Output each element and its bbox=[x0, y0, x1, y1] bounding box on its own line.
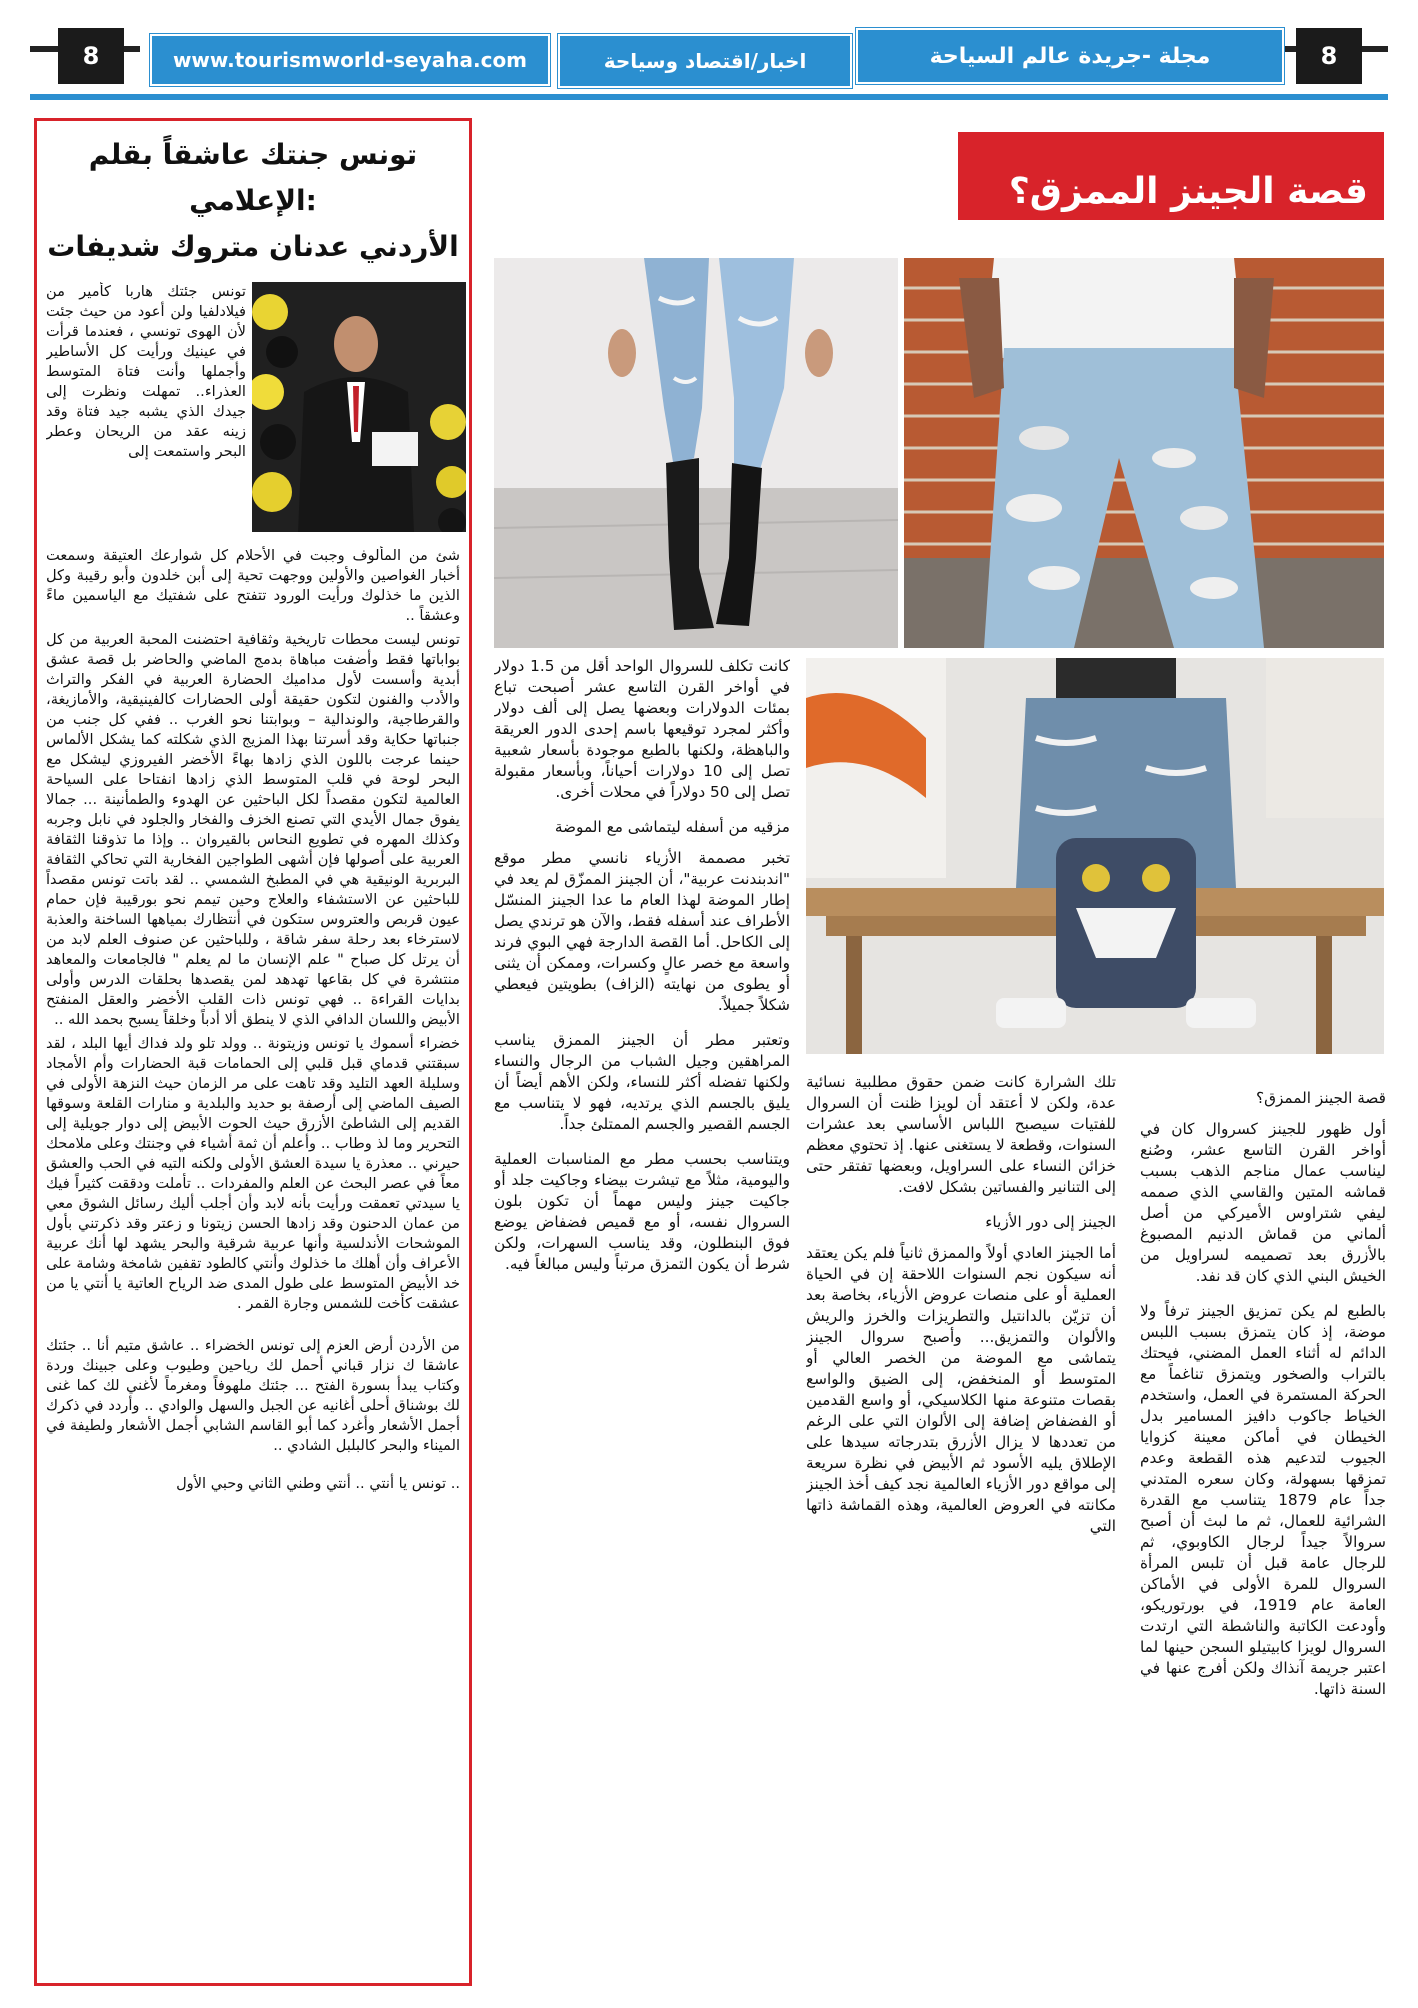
article-paragraph: بالطبع لم يكن تمزيق الجينز ترفاً ولا موضة، إذ كان يتمزق بسبب اللبس الدائم له أثناء العمل المضني، فيحتك بالتراب والصخور ويتمزق تناغماً مع الحركة المستمرة في العمل، واستخدم الخياط جاكوب دافيز المسامير بدل الخيطان في أماكن معينة كزوايا الجيوب لتدعيم هذه القطعة وعدم تمزقها بسهولة، وكان سعره المتدني جداً عام 1879 يتناسب مع القدرة الشرائية للعمال، ثم ما لبث أن أصبح سروالاً جيداً لرجال الكاوبوي، ثم للرجال عامة قبل أن تلبس المرأة السروال للمرة الأولى في الأماكن العامة عام 1919، في بورتوريكو، وأودعت الكاتبة والناشطة التي ارتدت السروال لويزا كابيتيلو السجن حينها لما اعتبر جريمة آنذاك ولكن أفرج عنها في السنة ذاتها. bbox=[1140, 1302, 1386, 1698]
side-article-body bbox=[46, 546, 460, 1970]
article-subheading: الجينز إلى دور الأزياء bbox=[985, 1213, 1116, 1231]
bench-backpack-photo bbox=[806, 658, 1384, 1054]
author-photo bbox=[252, 282, 466, 532]
article-column-middle bbox=[806, 1072, 1116, 1982]
page-number-right: 8 bbox=[1296, 28, 1362, 84]
article-paragraph: كانت تكلف للسروال الواحد أقل من 1.5 دولار في أواخر القرن التاسع عشر أصبحت تباع بمئات الدولارات وبعضها يصل إلى ألف دولار وأكثر لمجرد توقيعها باسم إحدى الدور العريقة والباهظة، ولكنها بالطبع موجودة بأسعار شعبية تصل إلى 10 دولارات أحياناً، وبأسعار مقبولة تصل إلى 50 دولاراً في محلات أخرى. bbox=[494, 657, 790, 801]
article-subheading: مزقيه من أسفله ليتماشى مع الموضة bbox=[554, 818, 790, 836]
article-paragraph: أما الجينز العادي أولاً والممزق ثانياً فلم يكن يعتقد أنه سيكون نجم السنوات اللاحقة إن في الحياة العملية أو على منصات عروض الأزياء، بخاصة بعد أن تزيّن بالدانتيل والتطريزات والخرز والريش والألوان والتمزيق... وأصبح سروال الجينز يتماشى مع الموضة من الخصر العالي أو المتوسط أو المنخفض، إلى الضيق والواسع بقصات متنوعة منها الكلاسيكي، أو واسع القدمين أو الفضفاض إضافة إلى الألوان التي على الرغم من تعددها لا يزال الأزرق بتدرجاته سيدها على الإطلاق يليه الأسود ثم الأبيض في نظرة سريعة إلى مواقع دور الأزياء العالمية نجد كيف أخذ الجينز مكانته في العروض العالمية، وهذه القماشة ذاتها التي bbox=[806, 1244, 1116, 1535]
article-paragraph: وتعتبر مطر أن الجينز الممزق يناسب المراهقين وجيل الشباب من الرجال والنساء ولكنها تفضله أكثر للنساء، ولكن الأهم أيضاً أن يليق بالجسم الذي يرتديه، فهو لا يتناسب مع الجسم القصير والجسم الممتلئ جداً. bbox=[494, 1031, 790, 1133]
side-paragraph: من الأردن أرض العزم إلى تونس الخضراء .. عاشق متيم أنا .. جئتك عاشقا ك نزار قباني أحمل لك رياحين وطيوب وعلى جبينك وردة وكتاب يبدأ بسورة الفتح ... جئتك ملهوفاً ومغرماً لأغني لك كما غنى لك بوشناق أحلى أغانيه عن الجبل والسهل والوادي .. وأردد في ذكرك أجمل الأشعار وأغرد كما أبو القاسم الشابي أجمل الأشعار ولطيفة في الميناء والبحر كالبلبل الشادي .. bbox=[46, 1337, 460, 1454]
article-paragraph: ويتناسب بحسب مطر مع المناسبات العملية واليومية، مثلاً مع تيشرت بيضاء وجاكيت جلد أو جاكيت جينز وليس مهماً أن تكون بلون السروال نفسه، أو مع قميص فضفاض يوضع فوق البنطلون، وقد يناسب السهرات، ولكن شرط أن يكون التمزق مرتباً وليس مبالغاً فيه. bbox=[494, 1150, 790, 1273]
side-title-line1: تونس جنتك عاشقاً بقلم :الإعلامي bbox=[88, 138, 418, 217]
side-paragraph: تونس ليست محطات تاريخية وثقافية احتضنت المحبة العربية من كل بواباتها فقط وأضفت مباهاة بدمج الماضي والحاضر بل قصة عشق أبدية وأسست لأول مداميك الحضارة العربية في الفكر والتراث والأدب والفنون لتكون حقيقة أولى الحضارات كالفينيقية، والأمازيغة، والقرطاجية، والوندالية – وبوابتنا نحو الغرب .. ففي كل جنب من جنباتها حكاية وقد أسرتنا بهذا المزيج الذي شكلته كما يشكل الألماس حينما عرجت باللون الذي زادها بهاءً الأخضر الفيروزي ليشكل مع البحر لوحة في قلب المتوسط الذي زادها انفتاحا على السياحة العالمية لتكون مقصداً لكل الباحثين عن الهدوء والطمأنينة ... جمالا يفوق جمال الأيدي التي تصنع الخزف والفخار والجلود في نابل وجربه وكذلك المهره في تطويع النحاس بالقيروان .. وإذا ما تذوقنا الثقافة العربية على أصولها فإن أشهى الطواجين الفخارية التي تحاكي الثقافة البربرية الونيقية هي في المطبخ الشمسي .. لقد باتت تونس مقصداً للباحثين عن الاستشفاء والعلاج وحين تيمم نحو بورقيبة فإن حمام عيون قربص والعتروس ستكون في أنتظارك بمياهها الساخنة والعذبة لاسترخاء بعد رحلة سفر شاقة ، وللباحثين عن صنوف العلم لابد من أن يرتل كل صباح " علم الإنسان ما لم يعلم " فالجامعات والمعاهد منتشرة في كل بقاعها تهدهد لمن يقصدها بحلقات الدرس وأولى بدايات القراءة .. فهي تونس ذات القلب الأخضر والعقل المنفتح الأبيض واللسان الدافي الذي لا ينطق ألا أدباً وخلقاً يسبح بحمد الله .. bbox=[46, 631, 460, 1028]
jeans-boots-photo bbox=[494, 258, 898, 648]
side-article-title bbox=[46, 132, 460, 270]
website-link[interactable]: www.tourismworld-seyaha.com bbox=[150, 34, 550, 86]
side-paragraph: خضراء أسموك يا تونس وزيتونة .. وولد تلو ولد فداك أيها البلد ، لقد سبقتني قدماي قبل قلبي إلى الحمامات قبة الحضارات وأم الأمجاد وسليلة العهد التليد وقد تاهت على مر الزمان حيث النزهة الأولى في الصيف الماضي إلى أرصفة بو حديد والبلدية و منارات القلعة وسوقها القديم إلى الشاطئ الأزرق حيث الحوت الأبيض إلى دوار جويلية إلى التحرير وما لذ وطاب .. وأعلم أن ثمة أشياء في وجنتك وعلى ملامحك حيرني .. معذرة يا سيدة العشق الأولى ولكنه التيه في الحب والعشق معاً في عصر البحث عن العلم والمفردات .. تأملت ودققت كثيراً فيك يا سيدتي تعمقت ورأيت بأنه لابد وأن أجلب أليك رسائل الشوق معي من عمان الدحنون وقد زادها الحسن زيتونا و زعتر وقد ذكرتني بأول الموشحات الأندلسية وأنها عربية شرقية والبحر يشهد لها أنك عربية الأعراف وأن أهلك ما خذلوك وأنتي كالطود تقفين شامخة وشامة على خد الأبيض المتوسط على طول المدى ضد الرياح العاتية يا أنتي يا من عشقت كأخت للشمس وجارة القمر . bbox=[46, 1035, 460, 1312]
article-paragraph: تلك الشرارة كانت ضمن حقوق مطلبية نسائية عدة، ولكن لا أعتقد أن لويزا ظنت أن السروال للفتيات سيصبح اللباس الأساسي بعد عشرات السنوات، وقطعة لا يستغنى عنها. إذ تحتوي معظم خزائن النساء على السراويل، وبعضها تفتقر حتى إلى التنانير والفساتين بشكل لافت. bbox=[806, 1073, 1116, 1196]
article-column-left bbox=[494, 656, 790, 1756]
brick-wall-jeans-photo bbox=[904, 258, 1384, 648]
article-column-right bbox=[1140, 1082, 1386, 1982]
article-title: قصة الجينز الممزق؟ bbox=[958, 132, 1384, 220]
article-subheading: قصة الجينز الممزق؟ bbox=[1256, 1089, 1386, 1107]
publication-name: مجلة -جريدة عالم السياحة bbox=[856, 28, 1284, 84]
page-number-left: 8 bbox=[58, 28, 124, 84]
side-title-line2: الأردني عدنان متروك شديفات bbox=[47, 230, 459, 263]
side-closing-line: .. تونس يا أنتي .. أنتي وطني الثاني وحبي الأول bbox=[176, 1475, 460, 1492]
article-paragraph: أول ظهور للجينز كسروال كان في أواخر القرن التاسع عشر، وصُنع ليناسب عمال مناجم الذهب بسبب قماشه المتين والقاسي الذي صممه ليفي شتراوس الأميركي من أصل ألماني من قماش الدنيم المصبوغ بالأزرق بعد تصميمه لسراويل من الخيش البني الذي كان قد نفد. bbox=[1140, 1120, 1386, 1285]
side-paragraph: شئ من المألوف وجبت في الأحلام كل شوارعك العتيقة وسمعت أخبار الغواصين والأولين ووجهت تحية إلى أبن خلدون وأبو رقيبة وكل الذين ما خذلوك ورأيت الورود تتفتح على شفتيك مع الياسمين ماءً وعشقاً .. bbox=[46, 547, 460, 624]
section-label: اخبار/اقتصاد وسياحة bbox=[558, 34, 852, 88]
header-bottom-bar bbox=[30, 94, 1388, 100]
side-intro-text-column: تونس جئتك هاربا كأمير من فيلادلفيا ولن أعود من حيث جئت لأن الهوى تونسي ، فعندما قرأت في عينيك ورأيت كل الأساطير وأجملها وأنت فتاة المتوسط العذراء.. تمهلت ونظرت إلى جيدك الذي يشبه جيد فتاة وقد زينه عقد من الريحان وعطر البحر واستمعت إلى bbox=[46, 283, 246, 460]
article-paragraph: تخبر مصممة الأزياء نانسي مطر موقع "اندبندنت عربية"، أن الجينز الممزّق لم يعد في إطار الموضة لهذا العام ما عدا الجينز المنسّل الأطراف عند أسفله فقط، والآن هو ترندي يصل إلى الكاحل. أما القصة الدارجة فهي البوي فرند واسعة مع خصر عالٍ وكسرات، وممكن أن يثنى أو يطوى من نهايته (الزاف) بطويتين فيعطي شكلاً جميلاً. bbox=[494, 849, 790, 1014]
